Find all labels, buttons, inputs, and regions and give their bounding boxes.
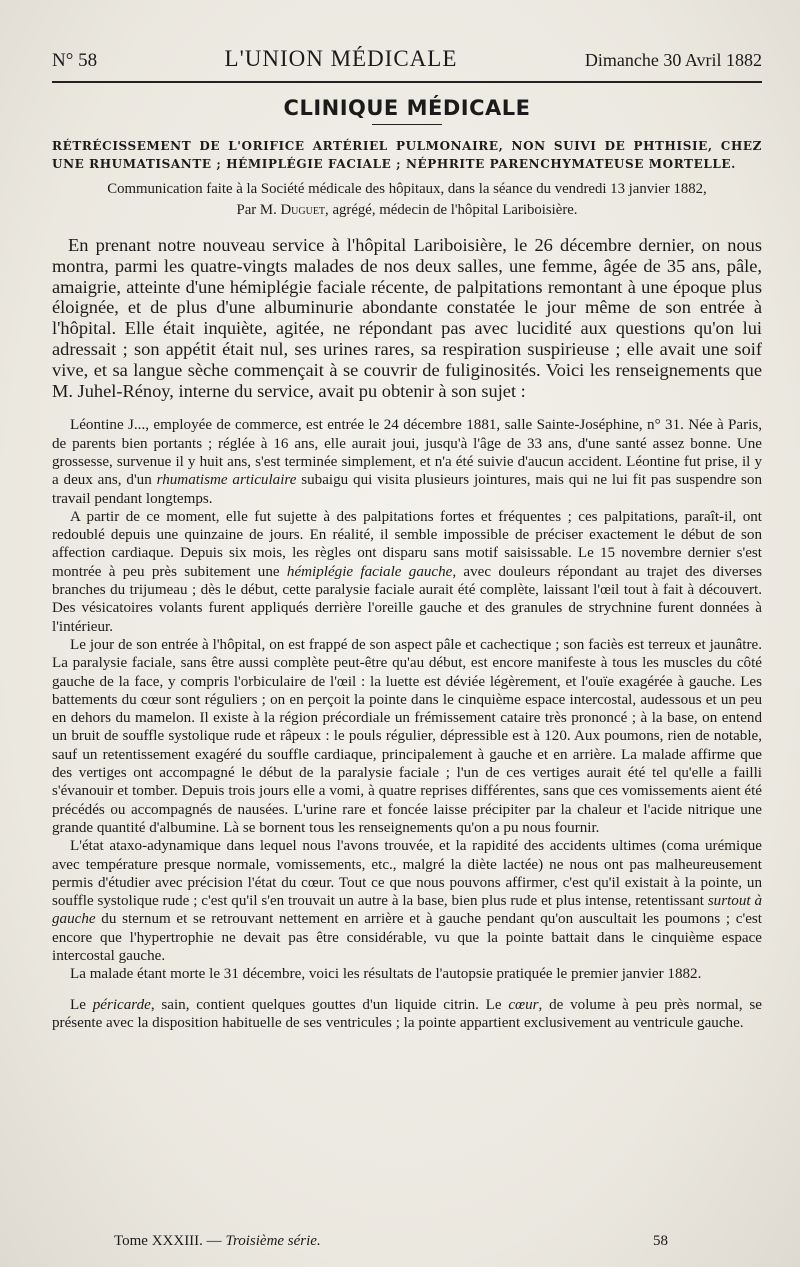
p6-text-a: Le — [70, 996, 93, 1013]
header-rule — [52, 81, 762, 83]
p4-text-a: L'état ataxo-adynamique dans lequel nous l'avons trouvée, et la rapidité des accidents ultimes (coma urémique avec température presque normale, vomissements, etc., malgré la diète lactée) ne nous ont pas malheureusement permis d'étudier avec précision l'état du cœur. Tout ce que nous pouvons affirmer, c'est qu'il existait à la pointe, un souffle systolique rude ; c'est qu'il s'en trouvait un autre à la base, bien plus rude et plus intense, retentissant — [52, 838, 762, 910]
author-prefix: Par M. — [236, 202, 277, 218]
author-line — [52, 202, 762, 219]
paragraph-6 — [52, 996, 762, 1033]
paragraph-3: Le jour de son entrée à l'hôpital, on est frappé de son aspect pâle et cachectique ; son faciès est terreux et jaunâtre. La paralysie faciale, sans être aussi complète peut-être qu'au début, est encore manifeste à tous les muscles du côté gauche de la face, y compris l'orbiculaire de l'œil : la luette est déviée légèrement, et l'ouïe exagérée à gauche. Les battements du cœur sont réguliers ; on en perçoit la pointe dans le cinquième espace intercostal, audessous et un peu en dehors du mamelon. Il existe à la région précordiale un frémissement cataire très prononcé ; à la base, on entend un bruit de souffle systolique rude et râpeux : le pouls régulier, dépressible est à 120. Aux poumons, rien de notable, sauf un retentissement exagéré du souffle cardiaque, principalement à gauche et en arrière. La malade affirme que des vertiges ont accompagné le début de la paralysie faciale ; l'un de ces vertiges aurait été tel qu'elle a failli s'évanouir et tomber. Depuis trois jours elle a vomi, à quatre reprises différentes, sans que ces vomissements aient été précédés ou accompagnés de nausées. L'urine rare et foncée laisse précipiter par la chaleur et l'acide nitrique une grande quantité d'albumine. Là se bornent tous les renseignements qu'on a pu nous fournir. — [52, 636, 762, 836]
p1-text-a: Léontine J..., employée de commerce, est entrée le 24 décembre 1881, salle Sainte-Joséphine, n° 31. Née à Paris, de parents bien portants ; réglée à 16 ans, elle aurait joui, jusqu'à l'âge de 33 ans, d'une santé assez bonne. Une grossesse, survenue il y huit ans, s'est terminée simplement, et n'a été suivie d'aucun accident. Léontine fut prise, il y a deux ans, d'un — [52, 417, 762, 489]
paragraph-1 — [52, 416, 762, 507]
footer-volume — [114, 1233, 321, 1250]
article-title: RÉTRÉCISSEMENT DE L'ORIFICE ARTÉRIEL PULMONAIRE, NON SUIVI DE PHTHISIE, CHEZ UNE RHUMATISANTE ; HÉMIPLÉGIE FACIALE ; NÉPHRITE PARENCHYMATEUSE MORTELLE. — [52, 139, 762, 171]
paragraph-4 — [52, 837, 762, 965]
paragraph-2 — [52, 508, 762, 636]
p1-emphasis: rhumatisme articulaire — [156, 472, 297, 489]
author-suffix: , agrégé, médecin de l'hôpital Lariboisière. — [325, 202, 578, 218]
author-name: Duguet — [280, 202, 326, 218]
footer-series: Troisième série. — [225, 1233, 321, 1249]
p2-text-a: A partir de ce moment, elle fut sujette à des palpitations fortes et fréquentes ; ces palpitations, paraît-il, ont redoublé depuis une quinzaine de jours. En réalité, il semble impossible de préciser exactement le début de son affection cardiaque. Depuis six mois, les règles ont disparu sans motif saisissable. Le 15 novembre dernier s'est montrée à peu près subitement une — [52, 508, 762, 580]
section-rule — [372, 124, 442, 125]
journal-title: L'UNION MÉDICALE — [224, 46, 458, 71]
p4-text-b: du sternum et se retrouvant nettement en arrière et à gauche pendant qu'on auscultait les poumons ; c'est encore que l'hypertrophie ne devait pas être considérable, vu que la pointe battait dans le cinquième espace intercostal gauche. — [52, 911, 762, 964]
communication-note: Communication faite à la Société médicale des hôpitaux, dans la séance du vendredi 13 janvier 1882, — [107, 181, 707, 197]
p6-emphasis-2: cœur — [508, 996, 539, 1013]
case-report — [52, 416, 762, 1032]
page-header — [52, 0, 762, 72]
section-title: CLINIQUE MÉDICALE — [283, 96, 531, 120]
p6-text-c: , de volume à peu près normal, se présente avec la disposition habituelle de ses ventricules ; la pointe appartient exclusivement au ventricule gauche. — [52, 996, 762, 1031]
p2-text-b: , avec douleurs répondant au trajet des diverses branches du trijumeau ; dès le début, cette paralysie faciale aurait été complète, laissant l'œil tout à fait à découvert. Des vésicatoires volants furent appliqués derrière l'oreille gauche et des granules de strychnine furent données à l'intérieur. — [52, 563, 762, 635]
issue-number: N° 58 — [52, 50, 98, 71]
intro-paragraph: En prenant notre nouveau service à l'hôpital Lariboisière, le 26 décembre dernier, on nous montra, parmi les quatre-vingts malades de nos deux salles, une femme, âgée de 35 ans, pâle, amaigrie, atteinte d'une hémiplégie faciale récente, de palpitations remontant à une époque plus éloignée, et de plus d'une albuminurie abondante constatée le jour même de son entrée à l'hôpital. Elle était inquiète, agitée, ne répondant pas avec lucidité aux questions qu'on lui adressait ; son appétit était nul, ses urines rares, sa respiration suspirieuse ; elle avait une soif vive, et sa langue sèche commençait à se couvrir de fuliginosités. Voici les renseignements que M. Juhel-Rénoy, interne du service, avait pu obtenir à son sujet : — [52, 235, 762, 401]
p4-emphasis: surtout à gauche — [52, 893, 762, 928]
issue-date: Dimanche 30 Avril 1882 — [584, 50, 762, 70]
p6-emphasis-1: péricarde — [92, 996, 151, 1013]
paragraph-5: La malade étant morte le 31 décembre, voici les résultats de l'autopsie pratiquée le premier janvier 1882. — [70, 966, 702, 983]
p6-text-b: , sain, contient quelques gouttes d'un liquide citrin. Le — [150, 996, 509, 1013]
page-number: 58 — [653, 1233, 668, 1249]
footer-tome: Tome XXXIII. — — [114, 1233, 222, 1249]
p2-emphasis: hémiplégie faciale gauche — [286, 563, 453, 580]
page-footer — [114, 1233, 668, 1250]
p1-text-b: subaigu qui visita plusieurs jointures, mais qui ne lui fit pas suspendre son travail pendant longtemps. — [52, 472, 762, 507]
